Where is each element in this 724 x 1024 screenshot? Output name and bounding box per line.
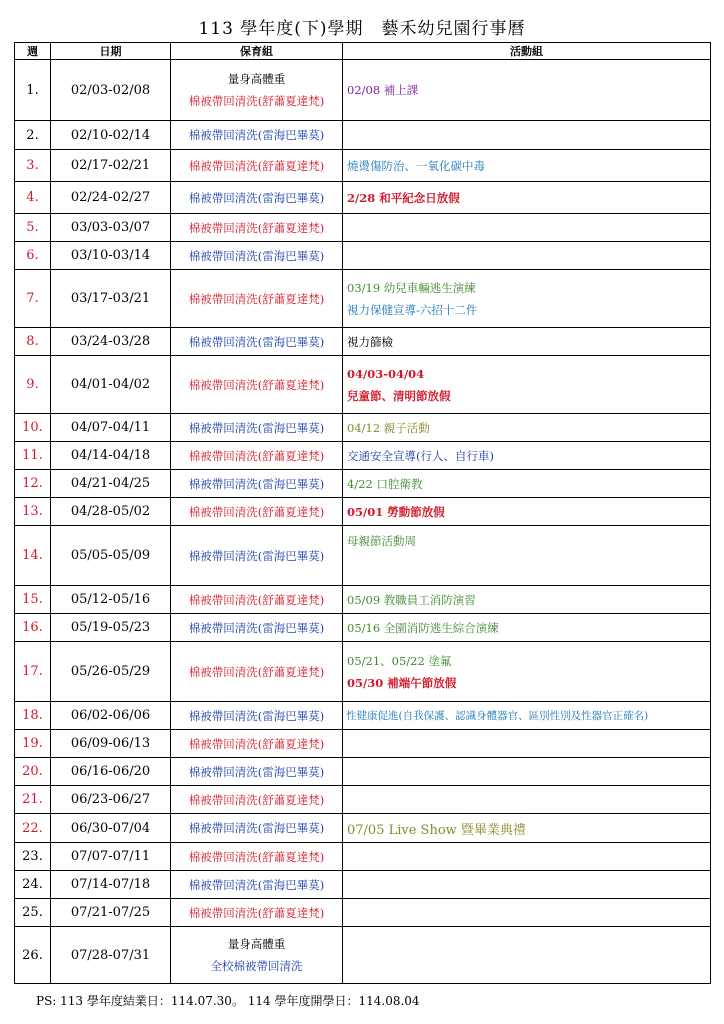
week-number: 14. [15, 526, 51, 586]
table-row [15, 526, 711, 586]
week-number: 10. [15, 414, 51, 442]
date-range: 03/03-03/07 [51, 214, 171, 242]
date-range: 02/03-02/08 [51, 60, 171, 121]
week-number: 26. [15, 927, 51, 984]
care-cell: 棉被帶回清洗(舒蕭夏達梵) [171, 642, 343, 702]
activity-item: 02/08 補上課 [347, 83, 419, 97]
table-row [15, 498, 711, 526]
col-header-activity: 活動組 [343, 43, 711, 60]
date-range: 05/05-05/09 [51, 526, 171, 586]
table-row [15, 730, 711, 758]
activity-cell [343, 121, 711, 150]
date-range: 04/28-05/02 [51, 498, 171, 526]
activity-cell [343, 786, 711, 814]
footnote: PS: 113 學年度結業日：114.07.30。 114 學年度開學日：114.08.04 [36, 994, 420, 1008]
activity-cell: 05/01 勞動節放假 [343, 498, 711, 526]
date-range: 04/21-04/25 [51, 470, 171, 498]
activity-item: 兒童節、清明節放假 [347, 388, 451, 403]
week-number: 13. [15, 498, 51, 526]
table-row [15, 121, 711, 150]
table-row [15, 214, 711, 242]
care-cell: 棉被帶回清洗(舒蕭夏達梵) [171, 270, 343, 328]
week-number: 6. [15, 242, 51, 270]
table-row [15, 586, 711, 614]
date-range: 02/24-02/27 [51, 182, 171, 214]
table-row [15, 899, 711, 927]
activity-cell [343, 642, 711, 702]
date-range: 07/14-07/18 [51, 871, 171, 899]
date-range: 05/12-05/16 [51, 586, 171, 614]
table-row [15, 786, 711, 814]
care-cell: 棉被帶回清洗(雷海巴畢莫) [171, 702, 343, 730]
care-cell: 棉被帶回清洗(舒蕭夏達梵) [171, 586, 343, 614]
activity-cell [343, 242, 711, 270]
week-number: 11. [15, 442, 51, 470]
care-cell: 棉被帶回清洗(雷海巴畢莫) [171, 414, 343, 442]
week-number: 8. [15, 328, 51, 356]
week-number: 12. [15, 470, 51, 498]
care-cell [171, 927, 343, 984]
week-number: 18. [15, 702, 51, 730]
activity-cell [343, 526, 711, 586]
week-number: 21. [15, 786, 51, 814]
calendar-table [14, 42, 711, 984]
table-row [15, 642, 711, 702]
activity-cell [343, 60, 711, 121]
date-range: 06/23-06/27 [51, 786, 171, 814]
header-row [15, 43, 711, 60]
table-row [15, 60, 711, 121]
care-cell: 棉被帶回清洗(雷海巴畢莫) [171, 470, 343, 498]
week-number: 2. [15, 121, 51, 150]
date-range: 06/09-06/13 [51, 730, 171, 758]
table-row [15, 356, 711, 414]
care-cell: 棉被帶回清洗(舒蕭夏達梵) [171, 786, 343, 814]
date-range: 04/01-04/02 [51, 356, 171, 414]
activity-cell: 燒燙傷防治、一氧化碳中毒 [343, 150, 711, 182]
date-range: 05/19-05/23 [51, 614, 171, 642]
activity-item: 03/19 幼兒車輛逃生演練 [347, 280, 476, 295]
activity-cell: 07/05 Live Show 暨畢業典禮 [343, 814, 711, 843]
activity-item: 05/30 補端午節放假 [347, 675, 457, 690]
activity-item: 母親節活動周 [347, 534, 416, 548]
date-range: 05/26-05/29 [51, 642, 171, 702]
date-range: 03/24-03/28 [51, 328, 171, 356]
activity-cell [343, 899, 711, 927]
activity-cell: 視力篩檢 [343, 328, 711, 356]
care-cell: 棉被帶回清洗(雷海巴畢莫) [171, 182, 343, 214]
date-range: 06/16-06/20 [51, 758, 171, 786]
activity-item: 04/03-04/04 [347, 366, 425, 381]
date-range: 06/30-07/04 [51, 814, 171, 843]
activity-item: 視力保健宣導-六招十二件 [347, 302, 478, 317]
care-cell: 棉被帶回清洗(雷海巴畢莫) [171, 242, 343, 270]
care-cell: 棉被帶回清洗(舒蕭夏達梵) [171, 356, 343, 414]
care-item: 全校棉被帶回清洗 [210, 959, 303, 973]
col-header-date: 日期 [51, 43, 171, 60]
week-number: 9. [15, 356, 51, 414]
activity-cell [343, 730, 711, 758]
week-number: 23. [15, 843, 51, 871]
week-number: 22. [15, 814, 51, 843]
week-number: 3. [15, 150, 51, 182]
activity-cell: 2/28 和平紀念日放假 [343, 182, 711, 214]
activity-cell: 05/09 教職員工消防演習 [343, 586, 711, 614]
care-cell: 棉被帶回清洗(舒蕭夏達梵) [171, 843, 343, 871]
care-cell: 棉被帶回清洗(雷海巴畢莫) [171, 814, 343, 843]
week-number: 17. [15, 642, 51, 702]
table-row [15, 702, 711, 730]
care-cell: 棉被帶回清洗(舒蕭夏達梵) [171, 214, 343, 242]
week-number: 16. [15, 614, 51, 642]
week-number: 15. [15, 586, 51, 614]
table-row [15, 242, 711, 270]
activity-cell [343, 843, 711, 871]
activity-item: 05/21、05/22 塗氟 [347, 653, 452, 668]
table-row [15, 871, 711, 899]
activity-cell: 05/16 全園消防逃生綜合演練 [343, 614, 711, 642]
care-item: 量身高體重 [227, 937, 286, 951]
week-number: 4. [15, 182, 51, 214]
care-cell: 棉被帶回清洗(雷海巴畢莫) [171, 871, 343, 899]
activity-cell: 交通安全宣導(行人、自行車) [343, 442, 711, 470]
table-row [15, 414, 711, 442]
care-cell: 棉被帶回清洗(雷海巴畢莫) [171, 758, 343, 786]
activity-cell: 4/22 口腔衛教 [343, 470, 711, 498]
table-row [15, 927, 711, 984]
table-row [15, 843, 711, 871]
date-range: 07/21-07/25 [51, 899, 171, 927]
table-row [15, 758, 711, 786]
activity-cell [343, 270, 711, 328]
care-cell: 棉被帶回清洗(雷海巴畢莫) [171, 121, 343, 150]
table-row [15, 150, 711, 182]
care-cell: 棉被帶回清洗(舒蕭夏達梵) [171, 150, 343, 182]
activity-cell [343, 758, 711, 786]
care-cell [171, 60, 343, 121]
week-number: 24. [15, 871, 51, 899]
care-item: 量身高體重 [227, 72, 286, 86]
table-row [15, 814, 711, 843]
date-range: 02/10-02/14 [51, 121, 171, 150]
table-row [15, 470, 711, 498]
table-row [15, 614, 711, 642]
date-range: 04/14-04/18 [51, 442, 171, 470]
table-row [15, 442, 711, 470]
date-range: 06/02-06/06 [51, 702, 171, 730]
care-cell: 棉被帶回清洗(雷海巴畢莫) [171, 526, 343, 586]
care-cell: 棉被帶回清洗(舒蕭夏達梵) [171, 442, 343, 470]
date-range: 07/28-07/31 [51, 927, 171, 984]
activity-cell: 性健康促進(自我保護、認識身體器官、區別性別及性器官正確名) [343, 702, 711, 730]
care-item: 棉被帶回清洗(舒蕭夏達梵) [188, 94, 325, 108]
activity-cell [343, 356, 711, 414]
table-row [15, 270, 711, 328]
col-header-care: 保育組 [171, 43, 343, 60]
week-number: 1. [15, 60, 51, 121]
week-number: 19. [15, 730, 51, 758]
table-row [15, 328, 711, 356]
page-title: 113 學年度(下)學期 藝禾幼兒園行事曆 [198, 19, 526, 39]
week-number: 20. [15, 758, 51, 786]
date-range: 07/07-07/11 [51, 843, 171, 871]
date-range: 02/17-02/21 [51, 150, 171, 182]
activity-cell [343, 214, 711, 242]
care-cell: 棉被帶回清洗(雷海巴畢莫) [171, 328, 343, 356]
week-number: 5. [15, 214, 51, 242]
activity-cell: 04/12 親子活動 [343, 414, 711, 442]
activity-cell [343, 871, 711, 899]
col-header-week: 週 [15, 43, 51, 60]
care-cell: 棉被帶回清洗(雷海巴畢莫) [171, 614, 343, 642]
date-range: 03/17-03/21 [51, 270, 171, 328]
care-cell: 棉被帶回清洗(舒蕭夏達梵) [171, 730, 343, 758]
care-cell: 棉被帶回清洗(舒蕭夏達梵) [171, 498, 343, 526]
week-number: 25. [15, 899, 51, 927]
date-range: 03/10-03/14 [51, 242, 171, 270]
date-range: 04/07-04/11 [51, 414, 171, 442]
week-number: 7. [15, 270, 51, 328]
table-row [15, 182, 711, 214]
care-cell: 棉被帶回清洗(舒蕭夏達梵) [171, 899, 343, 927]
activity-cell [343, 927, 711, 984]
